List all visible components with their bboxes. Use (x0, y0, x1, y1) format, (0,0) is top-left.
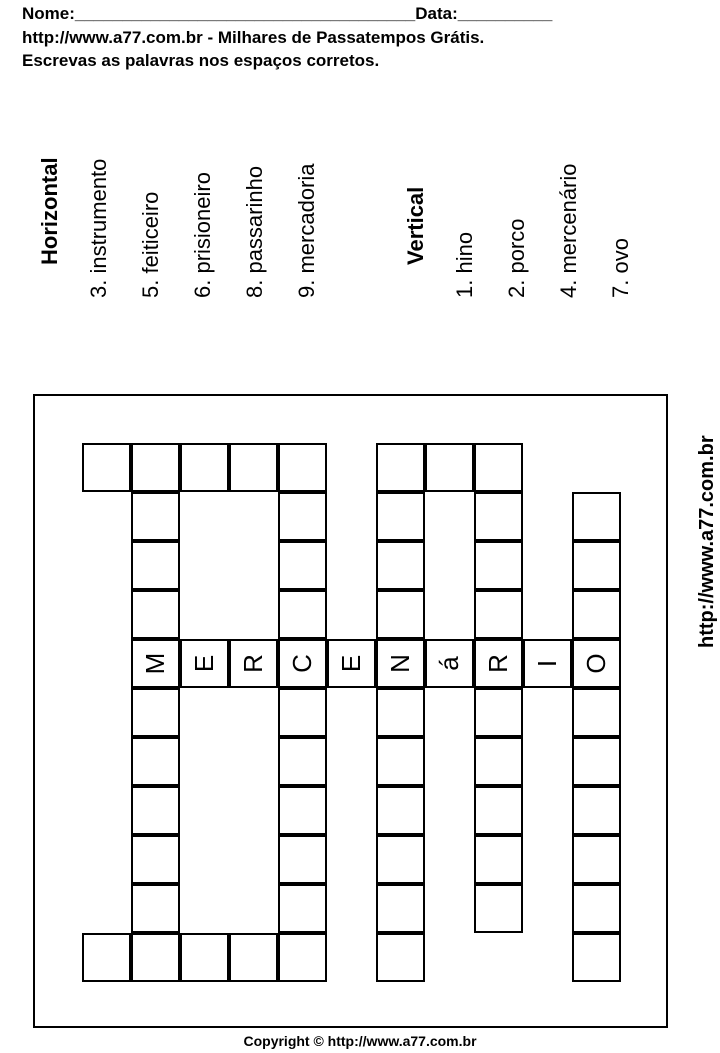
grid-cell[interactable] (474, 590, 523, 639)
grid-cell[interactable] (474, 835, 523, 884)
grid-cell[interactable] (376, 835, 425, 884)
revealed-letter: O (581, 653, 611, 674)
grid-cell[interactable] (278, 933, 327, 982)
copyright: Copyright © http://www.a77.com.br (243, 1033, 477, 1049)
vertical-clue: 4. mercenário (556, 163, 581, 298)
revealed-letter: C (287, 654, 317, 673)
grid-cell[interactable] (229, 933, 278, 982)
grid-cell[interactable] (425, 443, 474, 492)
grid-cell[interactable] (572, 786, 621, 835)
revealed-letter: R (483, 654, 513, 673)
grid-cell[interactable] (474, 443, 523, 492)
grid-cell[interactable] (474, 541, 523, 590)
grid-cell[interactable] (131, 933, 180, 982)
vertical-title: Vertical (403, 186, 428, 265)
grid-cell[interactable] (572, 590, 621, 639)
horizontal-clue: 6. prisioneiro (190, 172, 215, 298)
horizontal-clue: 8. passarinho (242, 165, 267, 298)
revealed-letter: I (532, 659, 562, 668)
grid-cell[interactable] (131, 590, 180, 639)
grid-cell[interactable] (278, 590, 327, 639)
vertical-clue: 2. porco (504, 218, 529, 298)
grid-cell[interactable] (572, 688, 621, 737)
revealed-letter: E (336, 654, 366, 673)
grid-cell[interactable] (278, 884, 327, 933)
grid-cell[interactable] (572, 884, 621, 933)
grid-cell[interactable] (278, 541, 327, 590)
grid-cell[interactable] (474, 737, 523, 786)
horizontal-clue: 9. mercadoria (294, 163, 319, 298)
grid-cell[interactable] (131, 443, 180, 492)
horizontal-title: Horizontal (37, 157, 62, 265)
grid-cell[interactable] (376, 443, 425, 492)
grid-cell[interactable] (572, 492, 621, 541)
grid-cell[interactable] (474, 884, 523, 933)
grid-cell[interactable] (131, 541, 180, 590)
grid-cell[interactable] (82, 443, 131, 492)
grid-cell[interactable] (474, 688, 523, 737)
grid-cell[interactable] (376, 933, 425, 982)
grid-cell[interactable] (278, 786, 327, 835)
grid-cell[interactable] (376, 541, 425, 590)
revealed-letter: R (238, 654, 268, 673)
grid-cell[interactable] (278, 835, 327, 884)
grid-cell[interactable] (474, 492, 523, 541)
grid-cell[interactable] (572, 933, 621, 982)
grid-cell[interactable] (278, 492, 327, 541)
grid-cell[interactable] (278, 688, 327, 737)
grid-cell[interactable] (376, 688, 425, 737)
side-url: http://www.a77.com.br (696, 435, 718, 648)
grid-cell[interactable] (131, 884, 180, 933)
grid-cell[interactable] (131, 688, 180, 737)
revealed-letter: E (189, 654, 219, 673)
grid-cell[interactable] (376, 884, 425, 933)
grid-cell[interactable] (278, 443, 327, 492)
grid-cell[interactable] (474, 786, 523, 835)
revealed-letter: M (140, 652, 170, 675)
grid-cell[interactable] (131, 786, 180, 835)
grid-cell[interactable] (131, 492, 180, 541)
grid-cell[interactable] (229, 443, 278, 492)
grid-cell[interactable] (131, 835, 180, 884)
grid-cell[interactable] (376, 737, 425, 786)
horizontal-clue: 5. feiticeiro (138, 191, 163, 298)
grid-cell[interactable] (376, 590, 425, 639)
grid-cell[interactable] (376, 786, 425, 835)
vertical-clue: 7. ovo (608, 238, 633, 298)
revealed-letter: N (385, 654, 415, 673)
vertical-clue: 1. hino (452, 231, 477, 298)
grid-cell[interactable] (572, 737, 621, 786)
grid-cell[interactable] (180, 933, 229, 982)
grid-cell[interactable] (131, 737, 180, 786)
revealed-letter: á (434, 656, 464, 671)
horizontal-clue: 3. instrumento (86, 158, 111, 298)
name-date-line: Nome:____________________________________Data:__________ (22, 4, 553, 23)
grid-cell[interactable] (572, 541, 621, 590)
grid-cell[interactable] (376, 492, 425, 541)
site-tagline: http://www.a77.com.br - Milhares de Passatempos Grátis. (22, 28, 485, 47)
grid-cell[interactable] (180, 443, 229, 492)
grid-cell[interactable] (572, 835, 621, 884)
instructions: Escrevas as palavras nos espaços corretos. (22, 51, 380, 70)
grid-cell[interactable] (278, 737, 327, 786)
grid-cell[interactable] (82, 933, 131, 982)
